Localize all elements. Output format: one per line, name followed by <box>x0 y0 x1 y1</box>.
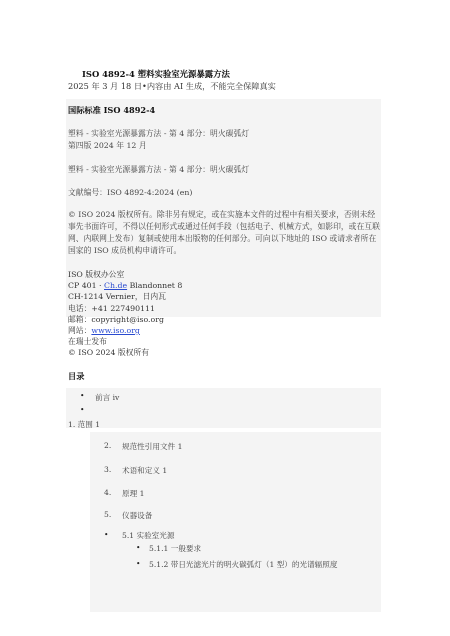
office-line: ISO 版权办公室 <box>68 270 125 279</box>
website-link[interactable]: www.iso.org <box>91 326 140 336</box>
document-title: ISO 4892-4 塑料实验室光源暴露方法 <box>82 69 230 79</box>
cp-link[interactable]: Ch.de <box>104 281 128 291</box>
bullet-icon: • <box>136 543 141 552</box>
standard-label: 国际标准 ISO 4892-4 <box>68 105 156 115</box>
toc-item-normative-refs[interactable]: 规范性引用文件 1 <box>122 442 183 451</box>
toc-scope[interactable]: 1. 范围 1 <box>68 420 101 429</box>
bullet-icon: • <box>104 530 109 539</box>
address-block <box>68 269 182 359</box>
title-line-1: 塑料 - 实验室光源暴露方法 - 第 4 部分：明火碳弧灯 <box>68 129 250 138</box>
copyright-paragraph: © ISO 2024 版权所有。除非另有规定，或在实施本文件的过程中有相关要求，否则未经事先书面许可，不得以任何形式或通过任何手段（包括电子、机械方式，如影印，或在互联网、内联网上发布）复制或使用本出版物的任何部分。可向以下地址的 ISO 或请求者所在国家的 ISO 成员机构申请许可。 <box>68 210 380 255</box>
title-line-2: 塑料 - 实验室光源暴露方法 - 第 4 部分：明火碳弧灯 <box>68 165 250 174</box>
toc-sub-light-source[interactable]: 5.1 实验室光源 <box>122 531 175 540</box>
rights-line: © ISO 2024 版权所有 <box>68 348 150 358</box>
bullet-icon: • <box>136 559 141 568</box>
published-line: 在瑞士发布 <box>68 337 107 347</box>
web-line: 网站：www.iso.org <box>68 326 140 336</box>
toc-item-num: 2. <box>104 441 112 450</box>
toc-item-terms[interactable]: 术语和定义 1 <box>122 466 168 475</box>
city-line: CH-1214 Vernier，日内瓦 <box>68 292 167 302</box>
toc-subsub-spectral[interactable]: 5.1.2 带日光滤光片的明火碳弧灯（1 型）的光谱辐照度 <box>149 560 338 569</box>
toc-subsub-general[interactable]: 5.1.1 一般要求 <box>149 544 202 553</box>
toc-preface[interactable]: 前言 iv <box>95 393 120 402</box>
toc-item-num: 5. <box>104 510 112 519</box>
toc-item-principle[interactable]: 原理 1 <box>122 489 145 498</box>
bullet-icon: • <box>80 391 85 400</box>
toc-item-num: 3. <box>104 465 112 474</box>
toc-item-num: 4. <box>104 488 112 497</box>
bullet-icon: • <box>80 405 85 414</box>
cp-line: CP 401 · Ch.de Blandonnet 8 <box>68 281 183 291</box>
toc-item-apparatus[interactable]: 仪器设备 <box>122 511 153 520</box>
reference-number: 文献编号：ISO 4892-4:2024 (en) <box>68 188 193 197</box>
phone-line: 电话：+41 227490111 <box>68 303 155 313</box>
toc-heading: 目录 <box>68 371 85 381</box>
ai-notice: 2025 年 3 月 18 日•内容由 AI 生成，不能完全保障真实 <box>68 81 276 91</box>
toc-band-2 <box>90 432 381 612</box>
email-line: 邮箱：copyright@iso.org <box>68 314 164 324</box>
edition-line: 第四版 2024 年 12 月 <box>68 141 147 150</box>
